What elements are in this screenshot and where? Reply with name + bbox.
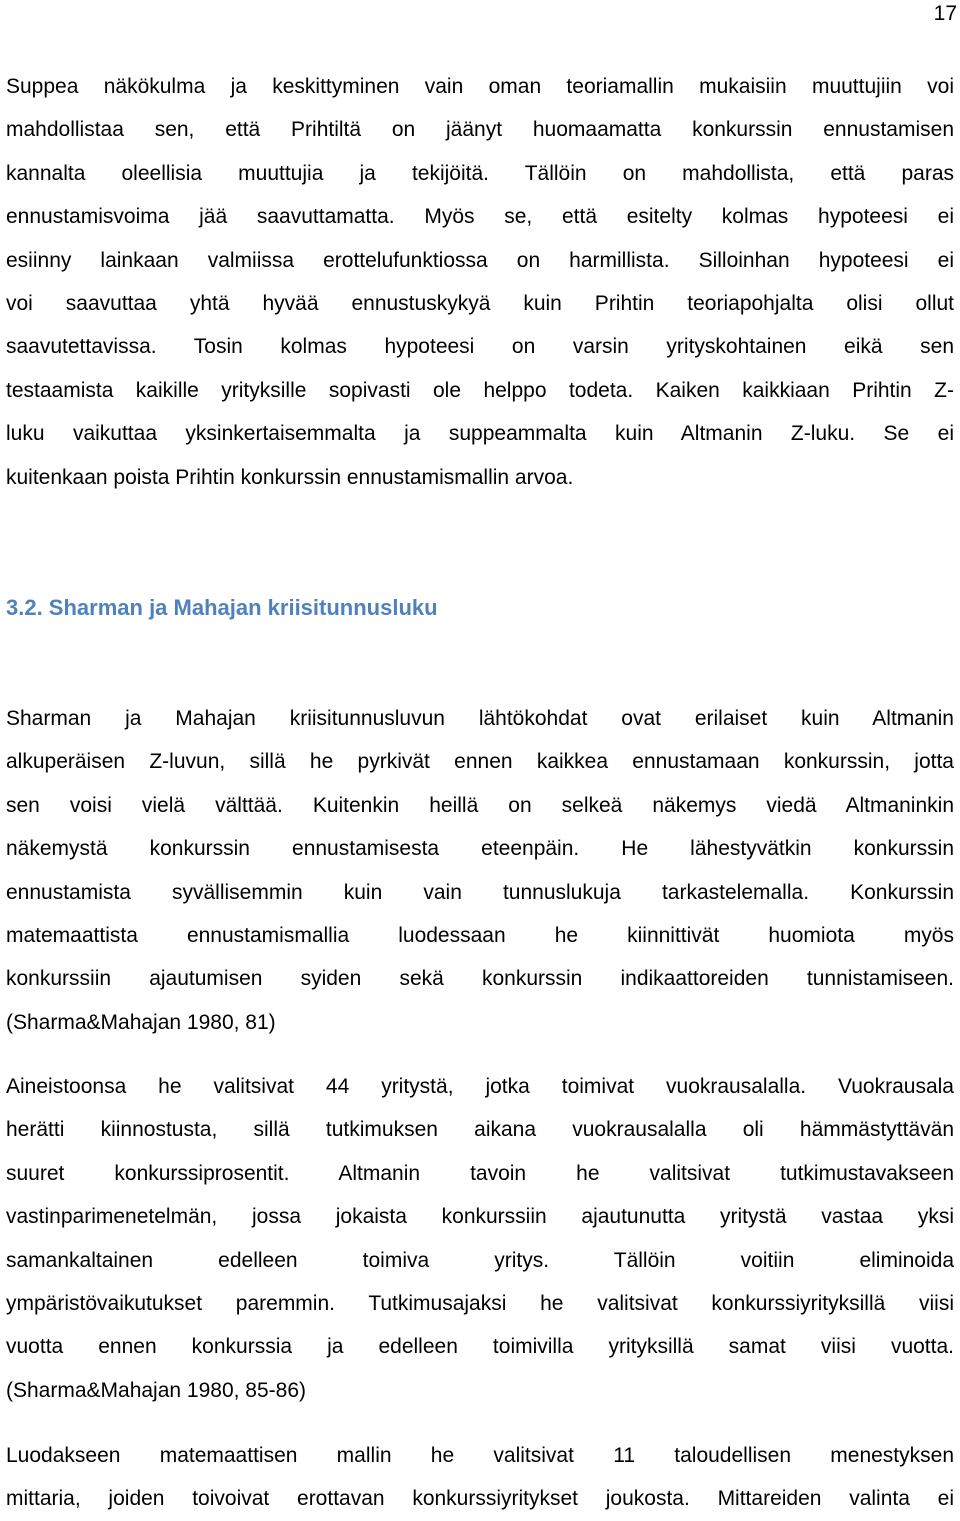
citation: (Sharma&Mahajan 1980, 85-86) <box>6 1378 307 1402</box>
text-line: suuret konkurssiprosentit. Altmanin tavoin he valitsivat tutkimustavakseen <box>6 1161 954 1185</box>
text-line: näkemystä konkurssin ennustamisesta eteenpäin. He lähestyvätkin konkurssin <box>6 837 954 861</box>
page-number: 17 <box>933 2 957 25</box>
text-line: Sharman ja Mahajan kriisitunnusluvun lähtökohdat ovat erilaiset kuin Altmanin <box>6 707 954 730</box>
text-line: ennustamista syvällisemmin kuin vain tunnuslukuja tarkastelemalla. Konkurssin <box>6 880 954 904</box>
text-line: alkuperäisen Z-luvun, sillä he pyrkivät ennen kaikkea ennustamaan konkurssin, jotta <box>6 750 954 774</box>
text-line: mittaria, joiden toivoivat erottavan konkurssiyritykset joukosta. Mittareiden valinta ei <box>6 1487 954 1511</box>
text-line: Suppea näkökulma ja keskittyminen vain oman teoriamallin mukaisiin muuttujiin voi <box>6 75 954 98</box>
text-line: vuotta ennen konkurssia ja edelleen toimivilla yrityksillä samat viisi vuotta. <box>6 1335 954 1359</box>
text-line: Aineistoonsa he valitsivat 44 yritystä, jotka toimivat vuokrausalalla. Vuokrausala <box>6 1075 954 1098</box>
text-line: ennustamisvoima jää saavuttamatta. Myös se, että esitelty kolmas hypoteesi ei <box>6 205 954 229</box>
text-line: kannalta oleellisia muuttujia ja tekijöitä. Tällöin on mahdollista, että paras <box>6 161 954 185</box>
text-line: matemaattista ennustamismallia luodessaan he kiinnittivät huomiota myös <box>6 924 954 948</box>
text-line: testaamista kaikille yrityksille sopivasti ole helppo todeta. Kaiken kaikkiaan Prihtin Z- <box>6 378 954 402</box>
text-line: herätti kiinnostusta, sillä tutkimuksen aikana vuokrausalalla oli hämmästyttävän <box>6 1118 954 1142</box>
text-line: sen voisi vielä välttää. Kuitenkin heillä on selkeä näkemys viedä Altmaninkin <box>6 793 954 817</box>
text-line: mahdollistaa sen, että Prihtiltä on jäänyt huomaamatta konkurssin ennustamisen <box>6 118 954 142</box>
text-line: Luodakseen matemaattisen mallin he valitsivat 11 taloudellisen menestyksen <box>6 1444 954 1467</box>
section-heading: 3.2. Sharman ja Mahajan kriisitunnusluku <box>6 595 438 620</box>
text-line: luku vaikuttaa yksinkertaisemmalta ja suppeammalta kuin Altmanin Z-luku. Se ei <box>6 422 954 446</box>
paragraph-4 <box>6 1434 954 1521</box>
text-line: esiinny lainkaan valmiissa erottelufunktiossa on harmillista. Silloinhan hypoteesi ei <box>6 248 954 272</box>
paragraph-3 <box>6 1065 954 1412</box>
text-line: konkurssiin ajautumisen syiden sekä konkurssin indikaattoreiden tunnistamiseen. <box>6 967 954 991</box>
text-line: samankaltainen edelleen toimiva yritys. Tällöin voitiin eliminoida <box>6 1248 954 1272</box>
paragraph-1 <box>6 65 954 499</box>
text-line: saavutettavissa. Tosin kolmas hypoteesi on varsin yrityskohtainen eikä sen <box>6 335 954 359</box>
paragraph-2 <box>6 697 954 1044</box>
text-line: ympäristövaikutukset paremmin. Tutkimusajaksi he valitsivat konkurssiyrityksillä viisi <box>6 1292 954 1316</box>
text-line: vastinparimenetelmän, jossa jokaista konkurssiin ajautunutta yritystä vastaa yksi <box>6 1205 954 1229</box>
citation: (Sharma&Mahajan 1980, 81) <box>6 1010 276 1034</box>
text-line: voi saavuttaa yhtä hyvää ennustuskykyä kuin Prihtin teoriapohjalta olisi ollut <box>6 292 954 316</box>
text-line: kuitenkaan poista Prihtin konkurssin ennustamismallin arvoa. <box>6 465 574 489</box>
